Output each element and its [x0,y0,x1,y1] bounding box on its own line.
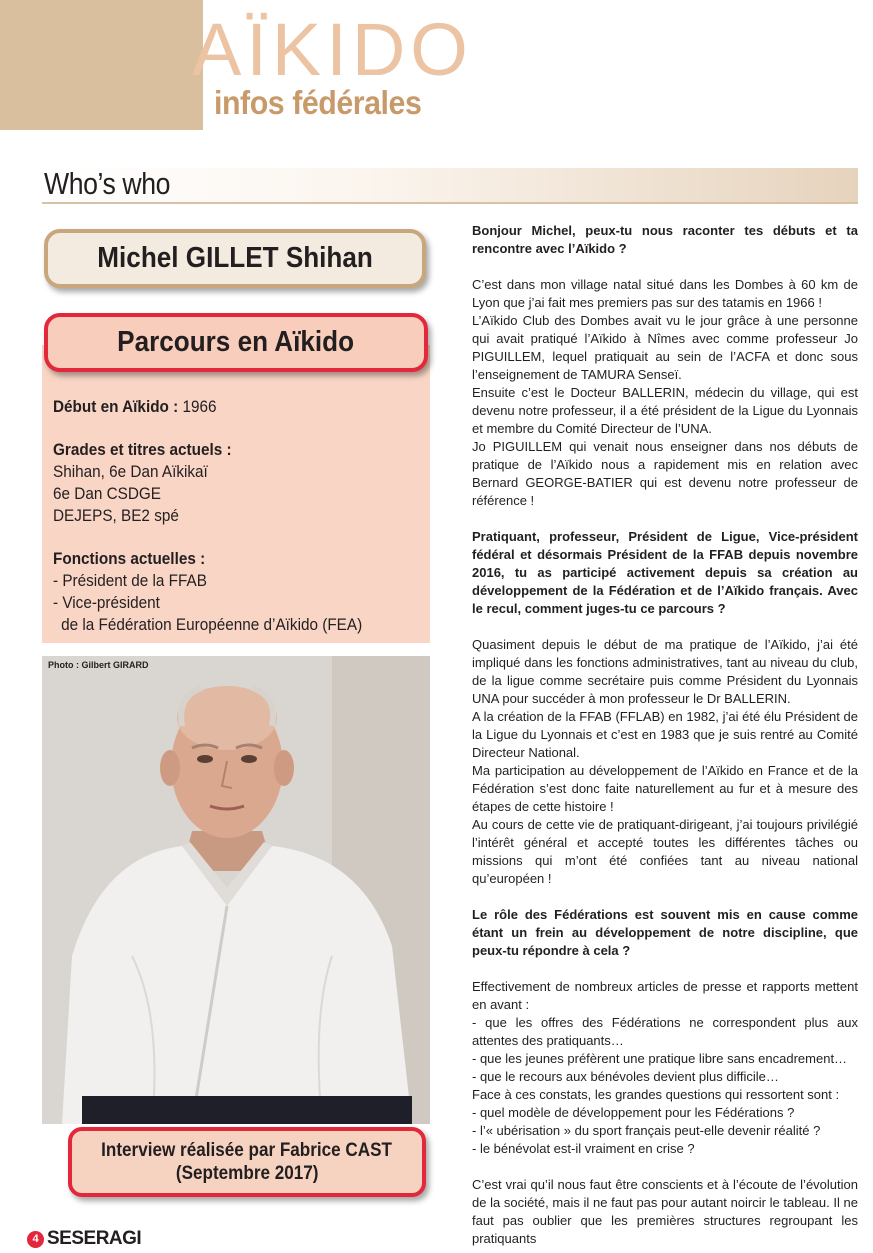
answer-3-line: - que les jeunes préfèrent une pratique libre sans encadrement… [472,1051,848,1066]
answer-3-line: - quel modèle de développement pour les Fédérations ? [472,1105,795,1120]
parcours-title-box [44,313,428,372]
question-3: Le rôle des Fédérations est souvent mis en cause comme étant un frein au développement de notre discipline, que peux-tu répondre à cela ? [472,907,858,958]
answer-3-line: Effectivement de nombreux articles de presse et rapports mettent en avant : [472,979,858,1012]
answer-3-line: Face à ces constats, les grandes questions qui ressortent sont : [472,1087,840,1102]
answer-3-line: - l’« ubérisation » du sport français peut-elle devenir réalité ? [472,1123,821,1138]
answer-2-paragraph: Au cours de cette vie de pratiquant-dirigeant, j’ai toujours privilégié l’intérêt général et accepté toutes les différentes tâches ou missions qui m’ont été confiées tant au niveau national qu’européen ! [472,817,858,886]
answer-1-paragraph: L’Aïkido Club des Dombes avait vu le jour grâce à une personne qui avait pratiqué l’Aïkido à Nîmes avec comme professeur Jo PIGUILLEM, lequel pratiquait au sein de l’ACFA et donc sous l’enseignement de TAMURA Senseï. [472,313,858,382]
page-footer [0,1228,141,1250]
grades-label: Grades et titres actuels : [53,440,232,459]
person-name: Michel GILLET Shihan [97,242,373,274]
grade-item: 6e Dan CSDGE [53,484,161,503]
section-title: Who’s who [44,166,171,201]
answer-2-paragraph: Quasiment depuis le début de ma pratique de l’Aïkido, j’ai été impliqué dans les fonctions administratives, tant au niveau du club, de la ligue comme secrétaire puis comme Président du Lyonnais UNA pour succéder à mon professeur le Dr BALLERIN. [472,637,858,706]
answer-2-paragraph: Ma participation au développement de l’Aïkido en France et de la Fédération s’est donc faite naturellement au fur et à mesure des étapes de cette histoire ! [472,763,858,814]
page-number: 4 [27,1231,44,1248]
parcours-title: Parcours en Aïkido [117,326,355,358]
answer-1-paragraph: Ensuite c’est le Docteur BALLERIN, médecin du village, qui est devenu notre professeur, il a été président de la Ligue du Lyonnais et membre du Comité Directeur de l’UNA. [472,385,858,436]
question-2: Pratiquant, professeur, Président de Ligue, Vice-président fédéral et désormais Président de la FFAB depuis novembre 2016, tu as participé activement depuis sa création au développement de la Fédération et de l’Aïkido français. Avec le recul, comment juges-tu ce parcours ? [472,529,858,616]
interview-date: (Septembre 2017) [175,1163,319,1184]
name-box [44,229,426,288]
portrait-photo [42,656,430,1124]
publication-brand: SESERAGI [47,1228,142,1249]
debut-line [53,396,217,418]
debut-label: Début en Aïkido : [53,397,179,416]
answer-3-line: - que le recours aux bénévoles devient plus difficile… [472,1069,779,1084]
fonctions-label: Fonctions actuelles : [53,549,206,568]
interview-credit: Interview réalisée par Fabrice CAST [101,1140,393,1161]
fonctions-block [53,548,362,636]
answer-4-paragraph: C’est vrai qu’il nous faut être conscients et à l’écoute de l’évolution de la société, mais il ne faut pas pour autant noircir le tableau. Il ne faut pas oublier que les premières structures regroupant les pratiquants [472,1177,858,1246]
fonction-item: - Président de la FFAB [53,571,207,590]
photo-credit: Photo : Gilbert GIRARD [48,660,149,670]
header-color-block [0,0,203,130]
answer-3-line: - que les offres des Fédérations ne correspondent plus aux attentes des pratiquants… [472,1015,858,1048]
magazine-subtitle: infos fédérales [214,84,422,121]
grade-item: Shihan, 6e Dan Aïkikaï [53,462,208,481]
fonction-item: de la Fédération Européenne d’Aïkido (FEA) [61,615,363,634]
answer-1-paragraph: Jo PIGUILLEM qui venait nous enseigner dans nos débuts de pratique de l’Aïkido nous a rapidement mis en relation avec Bernard GEORGE-BATIER qui est devenu notre professeur de référence ! [472,439,858,508]
magazine-title: AÏKIDO [192,8,473,91]
fonction-item: - Vice-président [53,593,160,612]
debut-value: 1966 [178,397,217,416]
article-column [472,222,858,1248]
portrait-illustration [42,656,430,1124]
grades-block [53,439,232,527]
answer-1-paragraph: C’est dans mon village natal situé dans les Dombes à 60 km de Lyon que j’ai fait mes premiers pas sur des tatamis en 1966 ! [472,277,858,310]
interview-box [68,1127,426,1197]
question-1: Bonjour Michel, peux-tu nous raconter tes débuts et ta rencontre avec l’Aïkido ? [472,223,858,256]
answer-2-paragraph: A la création de la FFAB (FFLAB) en 1982, j’ai été élu Président de la Ligue du Lyonnais et c’est en 1983 que je suis rentré au Comité Directeur National. [472,709,858,760]
grade-item: DEJEPS, BE2 spé [53,506,179,525]
answer-3-line: - le bénévolat est-il vraiment en crise ? [472,1141,695,1156]
